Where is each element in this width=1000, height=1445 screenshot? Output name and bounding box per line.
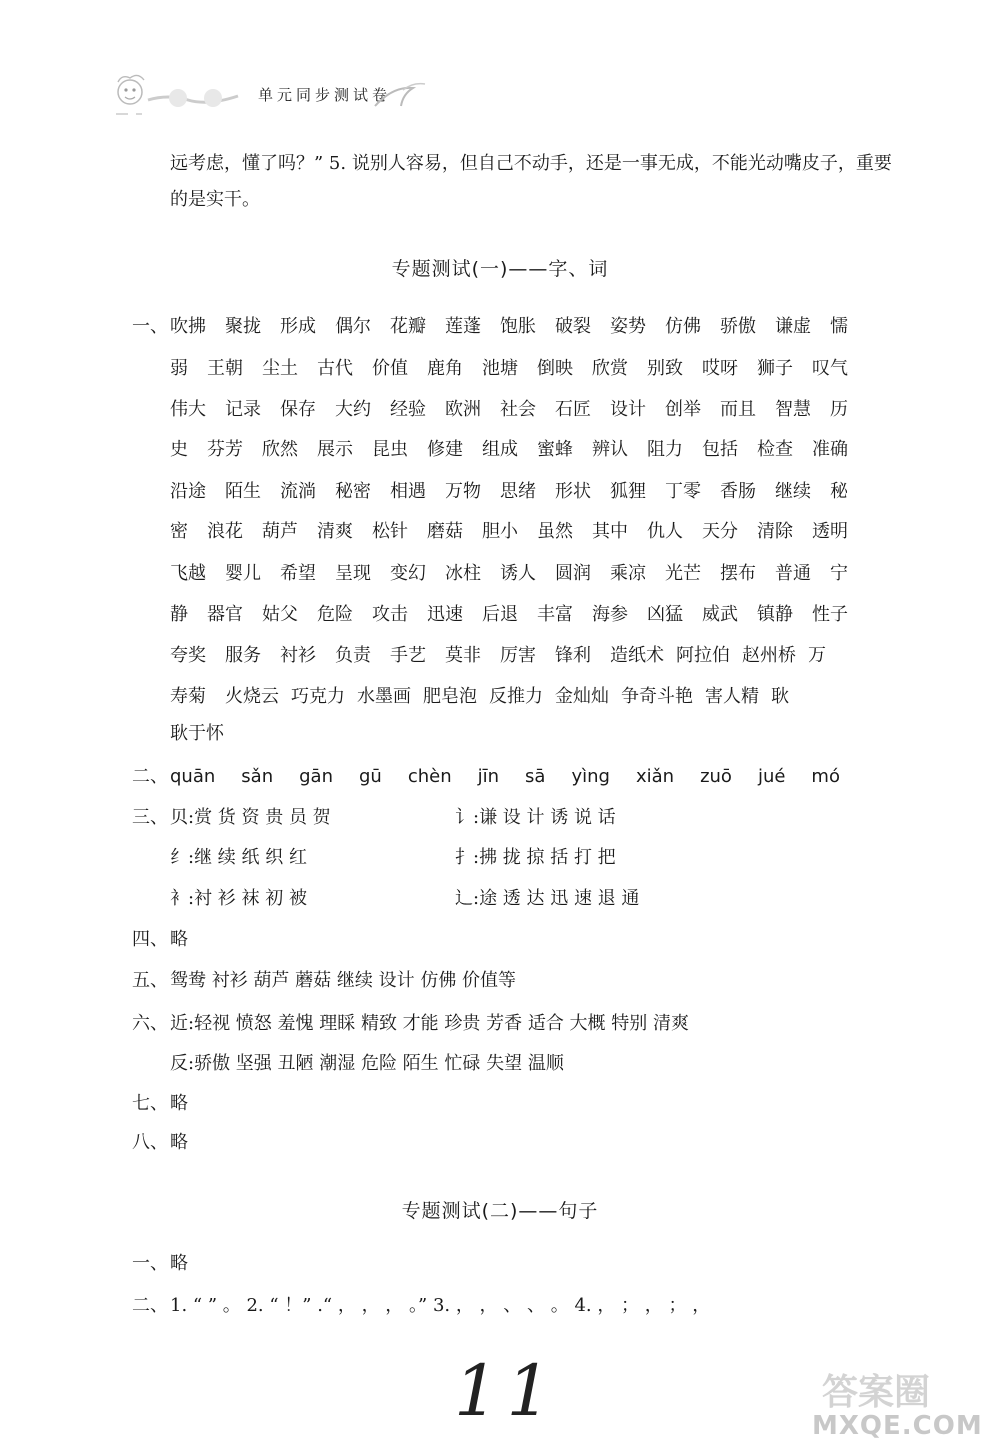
vocab-word: 锋利 xyxy=(555,645,591,666)
vocab-word: 准确 xyxy=(812,439,848,460)
vocab-word: 继续 xyxy=(775,481,811,502)
vocab-word: 水墨画 xyxy=(357,686,411,707)
q2-pinyin-list xyxy=(170,765,866,789)
vocab-word: 其中 xyxy=(592,521,628,542)
pinyin-answer: sā xyxy=(525,766,546,787)
vocab-word: 经验 xyxy=(390,399,426,420)
vocab-word: 伟大 xyxy=(170,399,206,420)
vocab-word: 池塘 xyxy=(482,358,518,379)
vocab-word: 弱 xyxy=(170,358,188,379)
vocab-word: 修建 xyxy=(427,439,463,460)
vocab-word: 造纸术 xyxy=(610,645,664,666)
vocab-word: 丁零 xyxy=(665,481,701,502)
pinyin-answer: mó xyxy=(811,766,840,787)
vocab-word: 浪花 xyxy=(207,521,243,542)
vocab-word: 普通 xyxy=(775,563,811,584)
vocab-word: 赵州桥 xyxy=(742,645,796,666)
vocab-word: 检查 xyxy=(757,439,793,460)
pinyin-answer: jīn xyxy=(477,766,500,787)
pinyin-answer: zuō xyxy=(700,766,732,787)
vocab-word: 反推力 xyxy=(489,686,543,707)
q5-text: 鸳鸯 衬衫 葫芦 蘑菇 继续 设计 仿佛 价值等 xyxy=(170,970,517,991)
page-header xyxy=(108,70,468,120)
vocab-word: 服务 xyxy=(225,645,261,666)
vocab-word: 思绪 xyxy=(500,481,536,502)
q1-row xyxy=(170,398,867,422)
s2-q1-text: 略 xyxy=(170,1253,188,1274)
q4-label: 四、 xyxy=(132,929,168,950)
vocab-word: 欣然 xyxy=(262,439,298,460)
q1-row xyxy=(170,480,867,504)
vocab-word: 姑父 xyxy=(262,604,298,625)
vocab-word: 聚拢 xyxy=(225,316,261,337)
q1-row xyxy=(170,603,867,627)
vocab-word: 海参 xyxy=(592,604,628,625)
vocab-word: 狮子 xyxy=(757,358,793,379)
vocab-word: 万 xyxy=(808,645,826,666)
vocab-word: 摆布 xyxy=(720,563,756,584)
pinyin-answer: sǎn xyxy=(241,766,274,787)
vocab-word: 偶尔 xyxy=(335,316,371,337)
vocab-word: 昆虫 xyxy=(372,439,408,460)
vocab-word: 尘土 xyxy=(262,358,298,379)
q1-row xyxy=(170,562,867,586)
vocab-word: 胆小 xyxy=(482,521,518,542)
q4-text: 略 xyxy=(170,929,188,950)
vocab-word: 器官 xyxy=(207,604,243,625)
vocab-word: 组成 xyxy=(482,439,518,460)
vocab-word: 光芒 xyxy=(665,563,701,584)
q1-row xyxy=(170,357,867,381)
q3-group-3-left: 衤:衬 衫 袜 初 被 xyxy=(170,888,307,909)
vocab-word: 希望 xyxy=(280,563,316,584)
vocab-word: 破裂 xyxy=(555,316,591,337)
vocab-word: 相遇 xyxy=(390,481,426,502)
vocab-word: 厉害 xyxy=(500,645,536,666)
watermark-logo-text: 答案圈 xyxy=(822,1372,931,1413)
vocab-word: 沿途 xyxy=(170,481,206,502)
vocab-word: 磨菇 xyxy=(427,521,463,542)
vocab-word: 辨认 xyxy=(592,439,628,460)
vocab-word: 吹拂 xyxy=(170,316,206,337)
vocab-word: 骄傲 xyxy=(720,316,756,337)
vocab-word: 宁 xyxy=(830,563,848,584)
intro-line-1: 远考虑，懂了吗？” 5. 说别人容易，但自己不动手，还是一事无成，不能光动嘴皮子，重要 xyxy=(170,153,892,174)
pinyin-answer: quān xyxy=(170,766,216,787)
q5-label: 五、 xyxy=(132,970,168,991)
q3-group-2-right: 扌:拂 拢 掠 括 打 把 xyxy=(455,847,616,868)
vocab-word: 呈现 xyxy=(335,563,371,584)
s2-q1-label: 一、 xyxy=(132,1253,168,1274)
q1-row xyxy=(170,520,867,544)
vocab-word: 创举 xyxy=(665,399,701,420)
vocab-word: 莫非 xyxy=(445,645,481,666)
vocab-word: 松针 xyxy=(372,521,408,542)
vocab-word: 设计 xyxy=(610,399,646,420)
vocab-word: 乘凉 xyxy=(610,563,646,584)
section-1-title: 专题测试(一)——字、词 xyxy=(391,258,609,280)
vocab-word: 欣赏 xyxy=(592,358,628,379)
q3-group-1-right: 讠:谦 设 计 诱 说 话 xyxy=(455,807,616,828)
vocab-word: 阿拉伯 xyxy=(676,645,730,666)
vocab-word: 威武 xyxy=(702,604,738,625)
vocab-word: 阻力 xyxy=(647,439,683,460)
vocab-word: 性子 xyxy=(812,604,848,625)
vocab-word: 鹿角 xyxy=(427,358,463,379)
vocab-word: 攻击 xyxy=(372,604,408,625)
watermark-url: MXQE.COM xyxy=(812,1411,983,1441)
q7-label: 七、 xyxy=(132,1093,168,1114)
vocab-word: 圆润 xyxy=(555,563,591,584)
q1-row xyxy=(170,438,867,462)
vocab-word: 丰富 xyxy=(537,604,573,625)
cartoon-logo-icon xyxy=(108,70,248,120)
vocab-word: 展示 xyxy=(317,439,353,460)
section-2-title: 专题测试(二)——句子 xyxy=(401,1200,599,1222)
vocab-word: 变幻 xyxy=(390,563,426,584)
vocab-word: 饱胀 xyxy=(500,316,536,337)
vocab-word: 仿佛 xyxy=(665,316,701,337)
vocab-word: 负责 xyxy=(335,645,371,666)
page-number: 11 xyxy=(454,1350,560,1432)
vocab-word: 保存 xyxy=(280,399,316,420)
q1-row xyxy=(170,685,808,709)
vocab-word: 天分 xyxy=(702,521,738,542)
vocab-word: 害人精 xyxy=(705,686,759,707)
q8-text: 略 xyxy=(170,1132,188,1153)
vocab-word: 静 xyxy=(170,604,188,625)
intro-line-2: 的是实干。 xyxy=(170,189,260,210)
vocab-word: 蜜蜂 xyxy=(537,439,573,460)
vocab-word: 危险 xyxy=(317,604,353,625)
vocab-word: 芬芳 xyxy=(207,439,243,460)
vocab-word: 别致 xyxy=(647,358,683,379)
pinyin-answer: gū xyxy=(358,766,382,787)
vocab-word: 花瓣 xyxy=(390,316,426,337)
vocab-word: 密 xyxy=(170,521,188,542)
vocab-word: 镇静 xyxy=(757,604,793,625)
s2-q2-label: 二、 xyxy=(132,1295,168,1316)
vocab-word: 飞越 xyxy=(170,563,206,584)
pinyin-answer: jué xyxy=(757,766,786,787)
vocab-word: 迅速 xyxy=(427,604,463,625)
vocab-word: 秘密 xyxy=(335,481,371,502)
vocab-word: 价值 xyxy=(372,358,408,379)
q8-label: 八、 xyxy=(132,1132,168,1153)
q3-group-2-left: 纟:继 续 纸 织 红 xyxy=(170,847,307,868)
vocab-word: 耿 xyxy=(771,686,789,707)
vocab-word: 叹气 xyxy=(812,358,848,379)
vocab-word: 秘 xyxy=(830,481,848,502)
pinyin-answer: chèn xyxy=(407,766,452,787)
vocab-word: 清除 xyxy=(757,521,793,542)
vocab-word: 凶猛 xyxy=(647,604,683,625)
vocab-word: 石匠 xyxy=(555,399,591,420)
vocab-word: 火烧云 xyxy=(225,686,279,707)
q1-label: 一、 xyxy=(132,316,168,337)
vocab-word: 婴儿 xyxy=(225,563,261,584)
vocab-word: 透明 xyxy=(812,521,848,542)
q7-text: 略 xyxy=(170,1093,188,1114)
vocab-word: 肥皂泡 xyxy=(423,686,477,707)
watermark xyxy=(812,1362,1000,1445)
q2-label: 二、 xyxy=(132,766,168,787)
vocab-word: 倒映 xyxy=(537,358,573,379)
series-title: 单元同步测试卷 xyxy=(258,86,392,104)
q1-row xyxy=(170,315,867,339)
vocab-word: 姿势 xyxy=(610,316,646,337)
vocab-word: 寿菊 xyxy=(170,686,206,707)
vocab-word: 欧洲 xyxy=(445,399,481,420)
vocab-word: 谦虚 xyxy=(775,316,811,337)
vocab-word: 流淌 xyxy=(280,481,316,502)
vocab-word: 历 xyxy=(830,399,848,420)
s2-q2-text: 1. “ ” 。 2. “ ！” .“ ， ， ， 。” 3. ， ， 、 、 。 4. ， ； ， ； ， xyxy=(170,1295,711,1316)
vocab-word: 社会 xyxy=(500,399,536,420)
vocab-word: 大约 xyxy=(335,399,371,420)
vocab-word: 记录 xyxy=(225,399,261,420)
vocab-word: 清爽 xyxy=(317,521,353,542)
q1-row xyxy=(170,722,236,746)
vocab-word: 耿于怀 xyxy=(170,723,224,744)
vocab-word: 懦 xyxy=(830,316,848,337)
q6-anti: 反:骄傲 坚强 丑陋 潮湿 危险 陌生 忙碌 失望 温顺 xyxy=(170,1053,564,1074)
vocab-word: 手艺 xyxy=(390,645,426,666)
vocab-word: 古代 xyxy=(317,358,353,379)
vocab-word: 巧克力 xyxy=(291,686,345,707)
pinyin-answer: xiǎn xyxy=(635,766,675,787)
swoosh-decoration-icon xyxy=(373,76,433,116)
vocab-word: 而且 xyxy=(720,399,756,420)
vocab-word: 万物 xyxy=(445,481,481,502)
vocab-word: 王朝 xyxy=(207,358,243,379)
vocab-word: 形成 xyxy=(280,316,316,337)
vocab-word: 陌生 xyxy=(225,481,261,502)
vocab-word: 莲蓬 xyxy=(445,316,481,337)
q3-label: 三、 xyxy=(132,807,168,828)
pinyin-answer: yìng xyxy=(571,766,610,787)
vocab-word: 史 xyxy=(170,439,188,460)
vocab-word: 夸奖 xyxy=(170,645,206,666)
q6-near: 近:轻视 愤怒 羞愧 理睬 精致 才能 珍贵 芳香 适合 大概 特别 清爽 xyxy=(170,1013,690,1034)
vocab-word: 葫芦 xyxy=(262,521,298,542)
q3-group-1-left: 贝:赏 货 资 贵 员 贺 xyxy=(170,807,331,828)
vocab-word: 哎呀 xyxy=(702,358,738,379)
vocab-word: 狐狸 xyxy=(610,481,646,502)
vocab-word: 衬衫 xyxy=(280,645,316,666)
vocab-word: 仇人 xyxy=(647,521,683,542)
vocab-word: 形状 xyxy=(555,481,591,502)
vocab-word: 香肠 xyxy=(720,481,756,502)
vocab-word: 诱人 xyxy=(500,563,536,584)
vocab-word: 争奇斗艳 xyxy=(621,686,693,707)
vocab-word: 冰柱 xyxy=(445,563,481,584)
q1-row xyxy=(170,644,845,668)
q6-label: 六、 xyxy=(132,1013,168,1034)
vocab-word: 包括 xyxy=(702,439,738,460)
vocab-word: 虽然 xyxy=(537,521,573,542)
vocab-word: 智慧 xyxy=(775,399,811,420)
pinyin-answer: gān xyxy=(299,766,333,787)
vocab-word: 金灿灿 xyxy=(555,686,609,707)
q3-group-3-right: 辶:途 透 达 迅 速 退 通 xyxy=(455,888,640,909)
vocab-word: 后退 xyxy=(482,604,518,625)
